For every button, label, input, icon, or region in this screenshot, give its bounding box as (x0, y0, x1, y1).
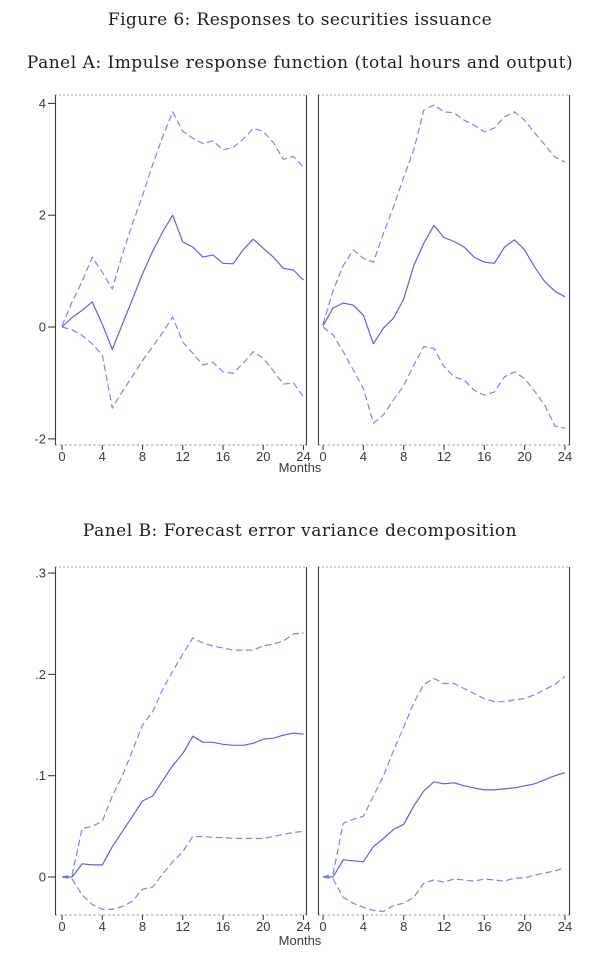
series-impulse-response (62, 215, 304, 349)
x-tick-label: 20 (256, 919, 271, 934)
y-tick-label: 0 (38, 319, 46, 335)
series-variance-share (62, 733, 304, 877)
y-tick-label: 4 (38, 95, 46, 111)
y-axis (34, 96, 55, 446)
panel-a-title: Panel A: Impulse response function (total hours and output) (26, 53, 574, 73)
series-variance-share (323, 773, 565, 877)
x-tick-label: 8 (400, 919, 408, 934)
series-lower-confidence-band (323, 327, 565, 428)
series-upper-confidence-band (62, 112, 304, 326)
x-tick-label: 20 (517, 919, 532, 934)
x-tick-label: 4 (98, 919, 106, 934)
x-tick-label: 12 (436, 449, 452, 464)
y-tick-label: .3 (35, 565, 46, 581)
x-tick-label: 20 (256, 449, 271, 464)
x-axis (58, 445, 310, 464)
x-tick-label: 24 (296, 919, 311, 934)
series-lower-confidence-band (323, 868, 565, 912)
x-tick-label: 24 (557, 449, 573, 464)
x-tick-label: 8 (400, 449, 408, 464)
x-tick-label: 16 (477, 919, 492, 934)
chart-panel-a-right (318, 95, 572, 464)
x-tick-label: 24 (557, 919, 573, 934)
x-axis (58, 915, 310, 934)
series-upper-confidence-band (62, 633, 304, 877)
x-tick-label: 4 (98, 449, 106, 464)
figure-title: Figure 6: Responses to securities issuance (107, 10, 493, 30)
plot-frame (55, 95, 307, 445)
plot-frame (55, 567, 307, 915)
series-upper-confidence-band (323, 676, 565, 877)
x-tick-label: 0 (58, 449, 66, 464)
x-axis (319, 915, 572, 934)
x-tick-label: 16 (477, 449, 492, 464)
y-tick-label: .1 (35, 768, 46, 784)
x-tick-label: 20 (517, 449, 532, 464)
panel-b-x-axis-title: Months (278, 933, 322, 948)
x-tick-label: 0 (58, 919, 66, 934)
x-tick-label: 0 (319, 449, 327, 464)
plot-frame (318, 567, 570, 915)
plot-frame (318, 95, 570, 445)
x-tick-label: 0 (319, 919, 327, 934)
x-tick-label: 24 (296, 449, 311, 464)
chart-panel-a-left (34, 95, 310, 464)
y-tick-label: 0 (38, 869, 46, 885)
x-tick-label: 4 (359, 449, 367, 464)
chart-panel-b-right (318, 567, 572, 934)
x-tick-label: 12 (175, 919, 190, 934)
x-tick-label: 12 (175, 449, 190, 464)
panel-a-x-axis-title: Months (278, 460, 322, 475)
x-tick-label: 4 (359, 919, 367, 934)
series-upper-confidence-band (323, 105, 565, 324)
y-tick-label: -2 (34, 431, 46, 447)
x-axis (319, 445, 572, 464)
x-tick-label: 8 (138, 449, 147, 464)
y-tick-label: 2 (38, 207, 46, 223)
series-lower-confidence-band (62, 317, 304, 408)
x-tick-label: 16 (215, 449, 231, 464)
x-tick-label: 16 (215, 919, 231, 934)
series-lower-confidence-band (62, 831, 304, 909)
x-tick-label: 12 (436, 919, 452, 934)
series-impulse-response (323, 225, 565, 343)
y-tick-label: .2 (35, 666, 46, 682)
chart-panel-b-left (35, 566, 311, 934)
x-tick-label: 8 (138, 919, 147, 934)
y-axis (35, 566, 55, 885)
panel-b-title: Panel B: Forecast error variance decomposition (82, 521, 518, 541)
